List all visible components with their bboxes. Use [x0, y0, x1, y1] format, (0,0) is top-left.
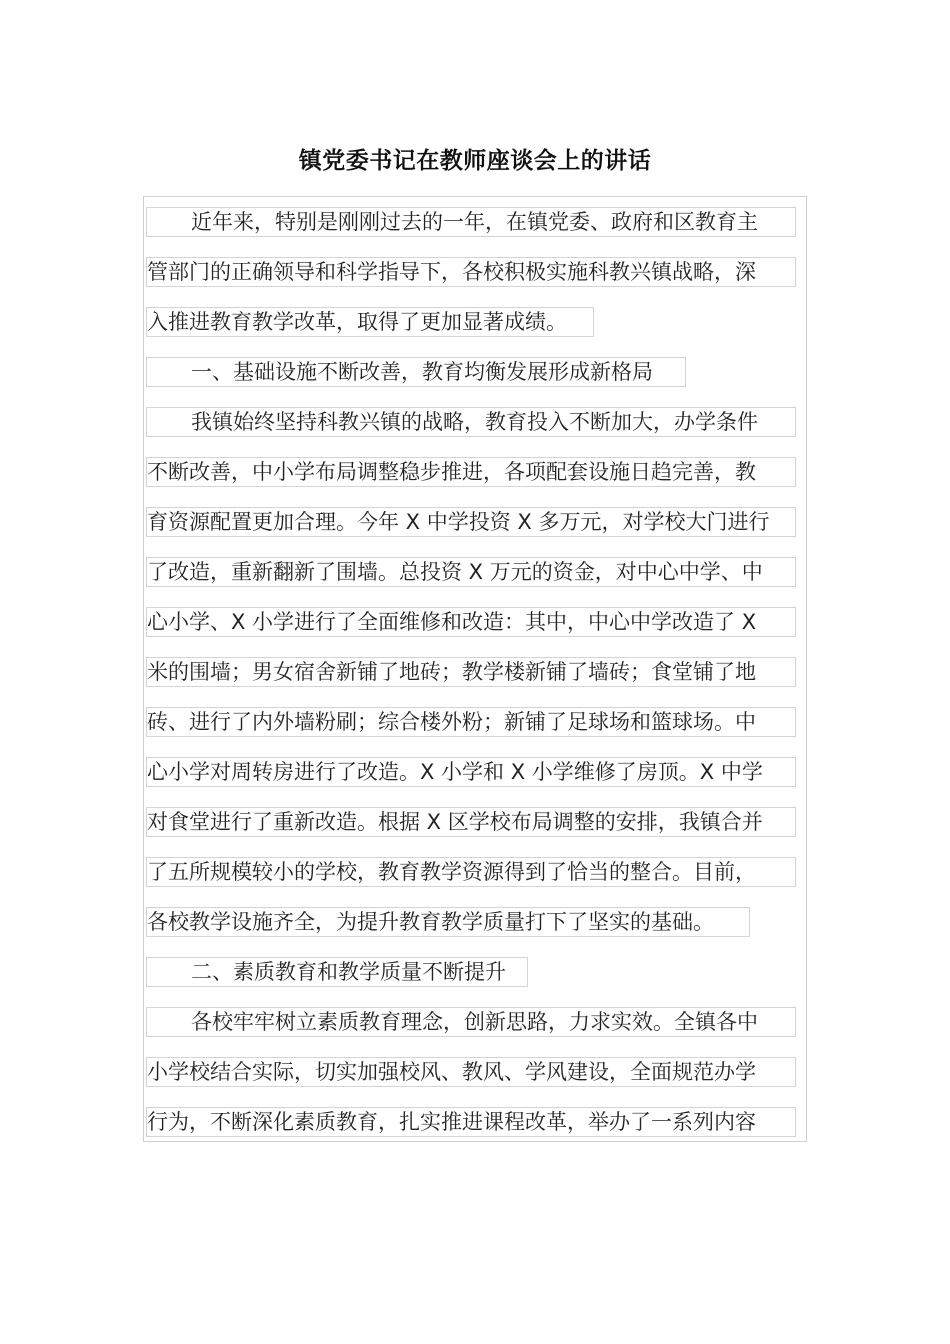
text-line-content: 小学校结合实际，切实加强校风、教风、学风建设，全面规范办学: [147, 1060, 756, 1084]
text-line-content: 了改造，重新翻新了围墙。总投资 X 万元的资金，对中心中学、中: [147, 560, 763, 584]
text-line: [146, 507, 796, 537]
text-line-content: 行为，不断深化素质教育，扎实推进课程改革，举办了一系列内容: [147, 1110, 756, 1134]
section-heading-text: 一、基础设施不断改善，教育均衡发展形成新格局: [191, 360, 653, 384]
text-line: [146, 557, 796, 587]
text-line: [146, 1107, 796, 1137]
text-line: [146, 657, 796, 687]
text-line-content: 心小学对周转房进行了改造。X 小学和 X 小学维修了房顶。X 中学: [147, 760, 763, 784]
text-line: [146, 607, 796, 637]
text-line: [146, 457, 796, 487]
text-line: [146, 207, 796, 237]
text-line: [146, 307, 594, 337]
text-line-content: 心小学、X 小学进行了全面维修和改造：其中，中心中学改造了 X: [147, 610, 757, 634]
text-line: [146, 257, 796, 287]
text-line: [146, 1057, 796, 1087]
text-line-content: 育资源配置更加合理。今年 X 中学投资 X 多万元，对学校大门进行: [147, 510, 770, 534]
text-line-content: 了五所规模较小的学校，教育教学资源得到了恰当的整合。目前，: [147, 860, 756, 884]
text-line: [146, 757, 796, 787]
text-line: [146, 807, 796, 837]
text-line-content: 对食堂进行了重新改造。根据 X 区学校布局调整的安排，我镇合并: [147, 810, 763, 834]
section-heading: [146, 357, 686, 387]
text-line-content: 入推进教育教学改革，取得了更加显著成绩。: [147, 310, 567, 334]
text-line: [146, 707, 796, 737]
text-line-content: 砖、进行了内外墙粉刷；综合楼外粉；新铺了足球场和篮球场。中: [147, 710, 756, 734]
section-heading: [146, 957, 528, 987]
document-body: [143, 196, 807, 1142]
text-line: [146, 1007, 796, 1037]
section-heading-text: 二、素质教育和教学质量不断提升: [191, 960, 506, 984]
document-title: 镇党委书记在教师座谈会上的讲话: [298, 148, 652, 174]
text-line-content: 近年来，特别是刚刚过去的一年，在镇党委、政府和区教育主: [191, 210, 758, 234]
text-line: [146, 857, 796, 887]
text-line: [146, 407, 796, 437]
text-line-content: 各校牢牢树立素质教育理念，创新思路，力求实效。全镇各中: [191, 1010, 758, 1034]
text-line: [146, 907, 750, 937]
text-line-content: 管部门的正确领导和科学指导下，各校积极实施科教兴镇战略，深: [147, 260, 756, 284]
text-line-content: 米的围墙；男女宿舍新铺了地砖；教学楼新铺了墙砖；食堂铺了地: [147, 660, 756, 684]
text-line-content: 我镇始终坚持科教兴镇的战略，教育投入不断加大，办学条件: [191, 410, 758, 434]
text-line-content: 不断改善，中小学布局调整稳步推进，各项配套设施日趋完善，教: [147, 460, 756, 484]
text-line-content: 各校教学设施齐全，为提升教育教学质量打下了坚实的基础。: [147, 910, 714, 934]
